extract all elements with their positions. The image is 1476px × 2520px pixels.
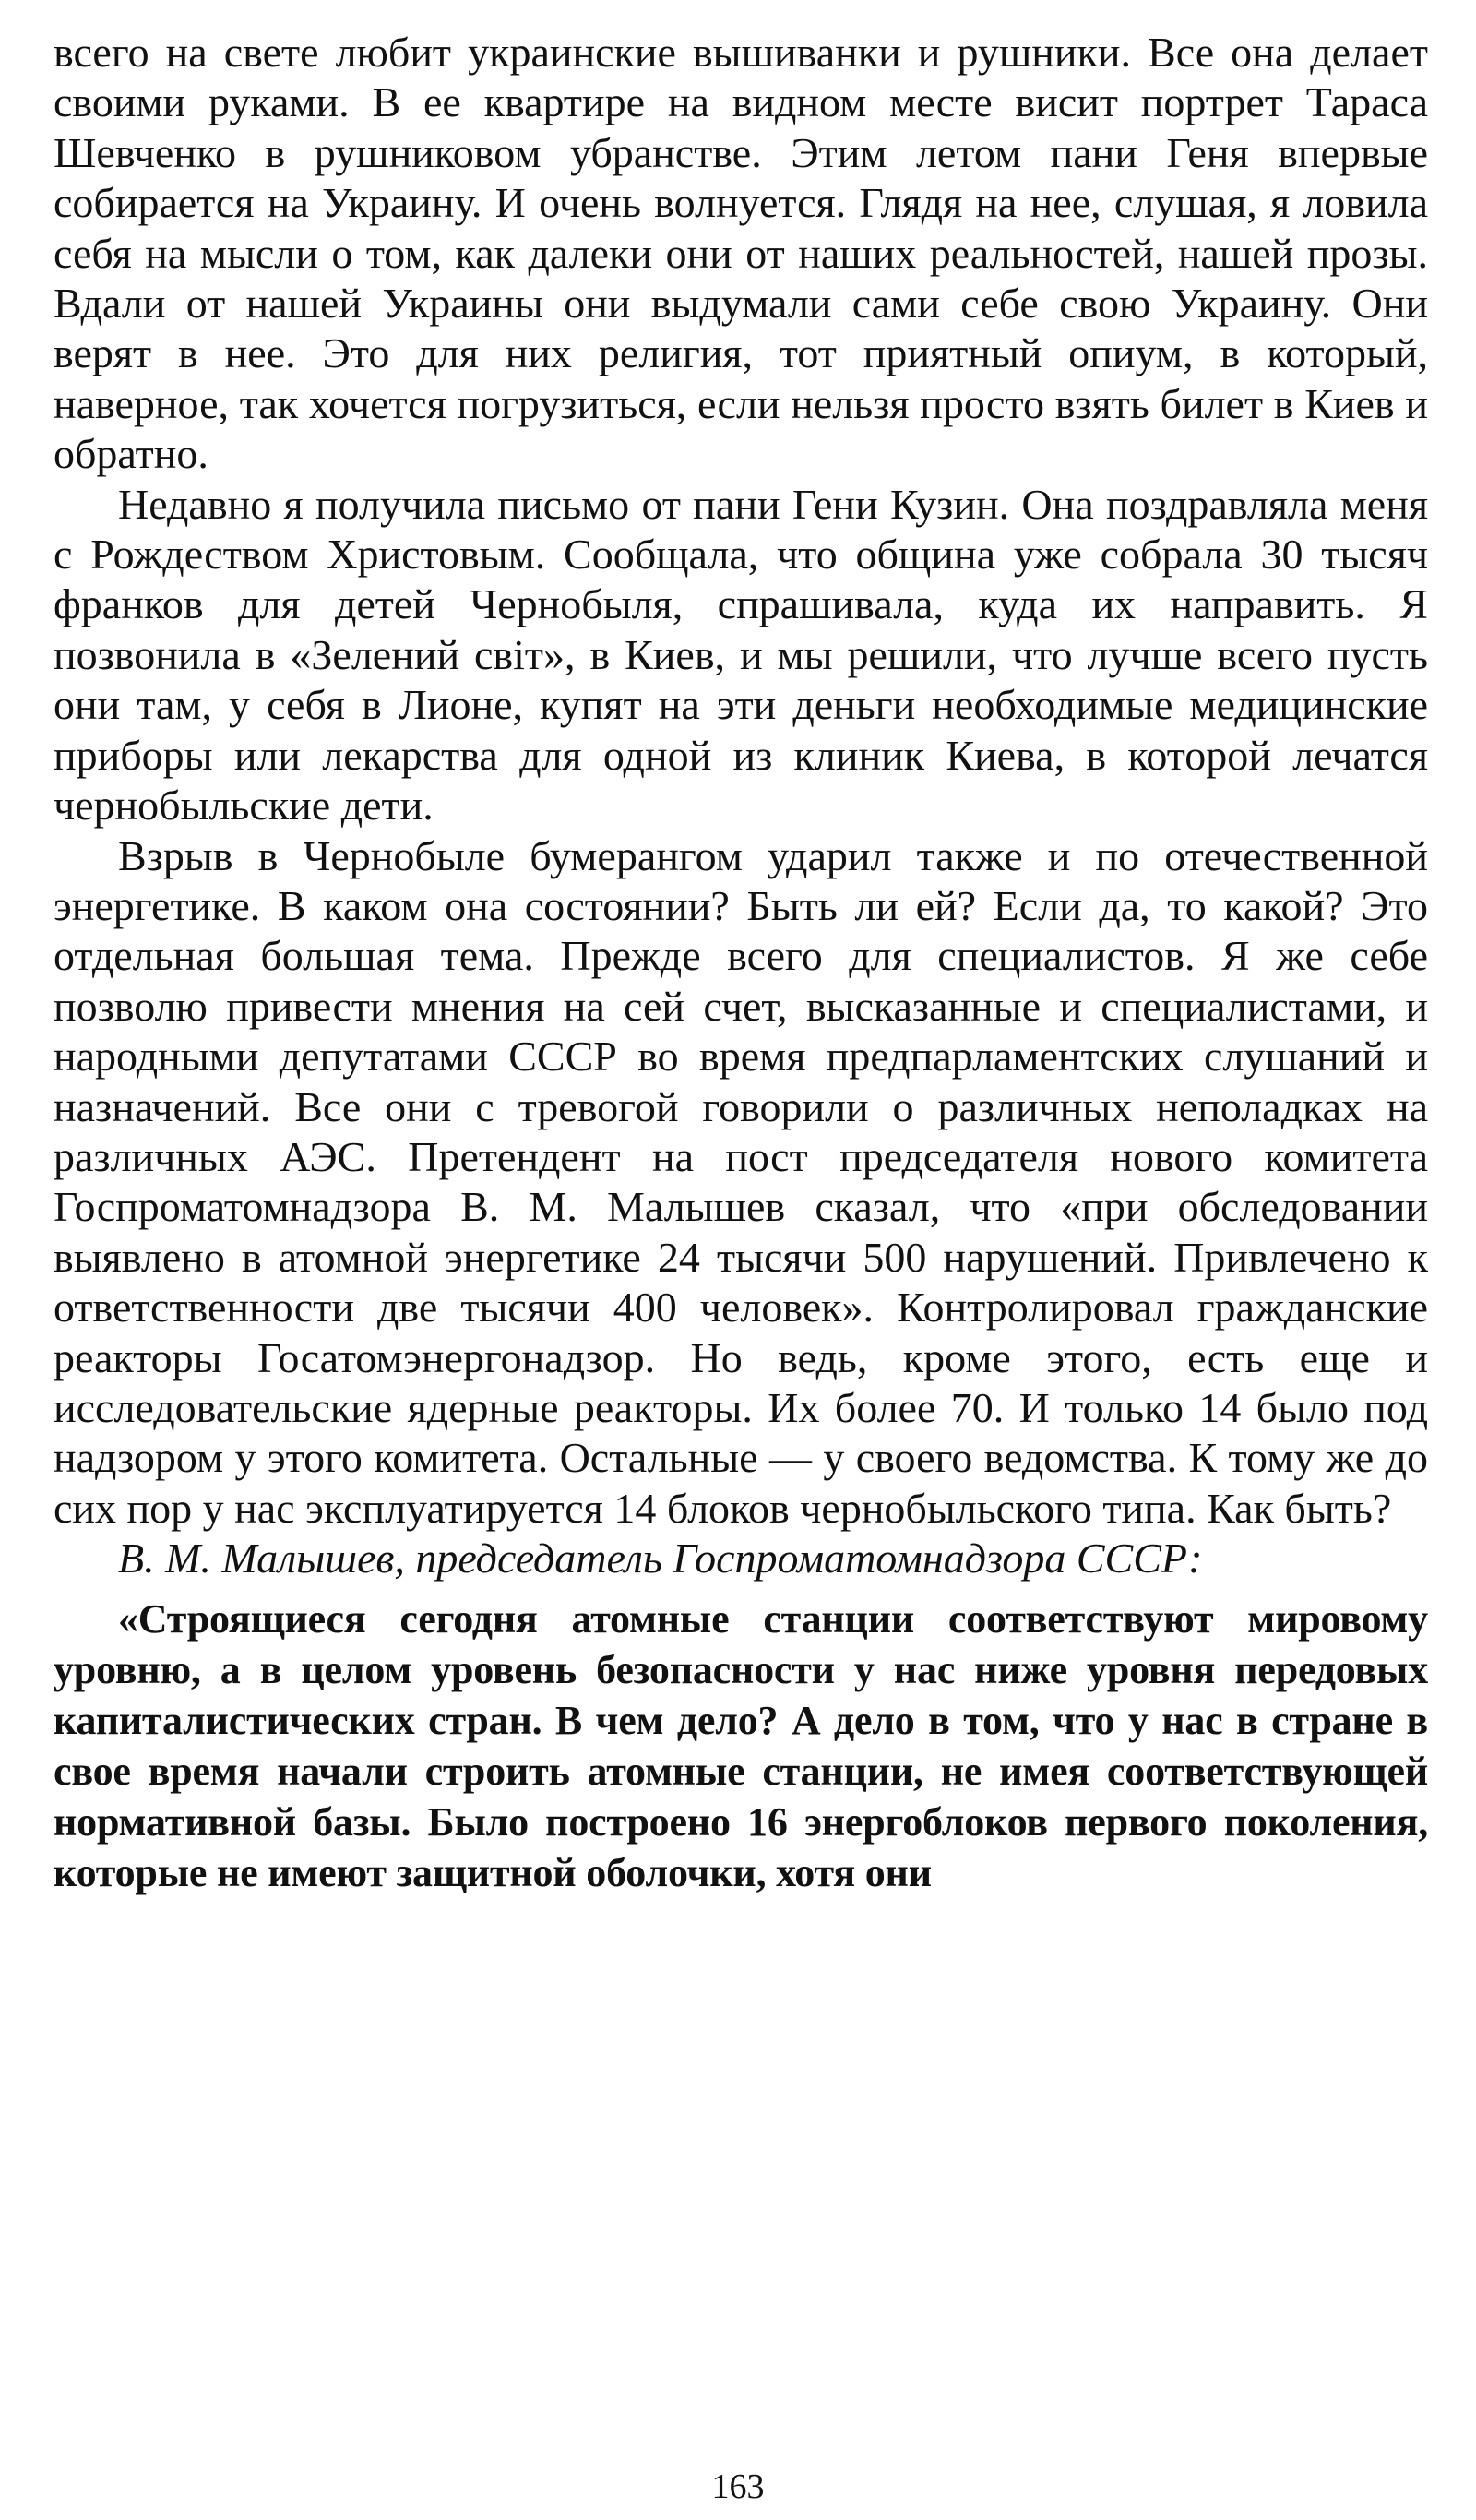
page-number: 163 — [711, 2467, 765, 2506]
paragraph-chernobyl-energy: Взрыв в Чернобыле бумерангом ударил также и по отечественной энергетике. В каком она состоянии? Быть ли ей? Если да, то какой? Это отдельная большая тема. Прежде всего для специалистов. Я же себе позволю привести мнения на сей счет, высказанные и специалистами, и народными депутатами СССР во время предпарламентских слушаний и назначений. Все они с тревогой говорили о различных неполадках на различных АЭС. Претендент на пост председателя нового комитета Госпроматомнадзора В. М. Малышев сказал, что «при обследовании выявлено в атомной энергетике 24 тысячи 500 нарушений. Привлечено к ответственности две тысячи 400 человек». Контролировал гражданские реакторы Госатомэнергонадзор. Но ведь, кроме этого, есть еще и исследовательские ядерные реакторы. Их более 70. И только 14 было под надзором у этого комитета. Остальные — у своего ведомства. К тому же до сих пор у нас эксплуатируется 14 блоков чернобыльского типа. Как быть? — [54, 831, 1428, 1532]
paragraph-letter-from-geni-kuzin: Недавно я получила письмо от пани Гени Кузин. Она поздравляла меня с Рождеством Христовым. Сообщала, что община уже собрала 30 тысяч франков для детей Чернобыля, спрашивала, куда их направить. Я позвонила в «Зелений світ», в Киев, и мы решили, что лучше всего пусть они там, у себя в Лионе, купят на эти деньги необходимые медицинские приборы или лекарства для одной из клиник Киева, в которой лечатся чернобыльские дети. — [54, 480, 1428, 830]
page-body — [54, 28, 1428, 1898]
bold-quote: «Строящиеся сегодня атомные станции соответствуют мировому уровню, а в целом уровень безопасности у нас ниже уровня передовых капиталистических стран. В чем дело? А дело в том, что у нас в стране в свое время начали строить атомные станции, не имея соответствующей нормативной базы. Было построено 16 энергоблоков первого поколения, которые не имеют защитной оболочки, хотя они — [54, 1595, 1428, 1895]
speaker-attribution: В. М. Малышев, председатель Госпроматомнадзора СССР: — [118, 1535, 1203, 1582]
paragraph-continuation: всего на свете любит украинские вышиванки и рушники. Все она делает своими руками. В ее квартире на видном месте висит портрет Тараса Шевченко в рушниковом убранстве. Этим летом пани Геня впервые собирается на Украину. И очень волнуется. Глядя на нее, слушая, я ловила себя на мысли о том, как далеки они от наших реальностей, нашей прозы. Вдали от нашей Украины они выдумали сами себе свою Украину. Они верят в нее. Это для них религия, тот приятный опиум, в который, наверное, так хочется погрузиться, если нельзя просто взять билет в Киев и обратно. — [54, 29, 1428, 478]
